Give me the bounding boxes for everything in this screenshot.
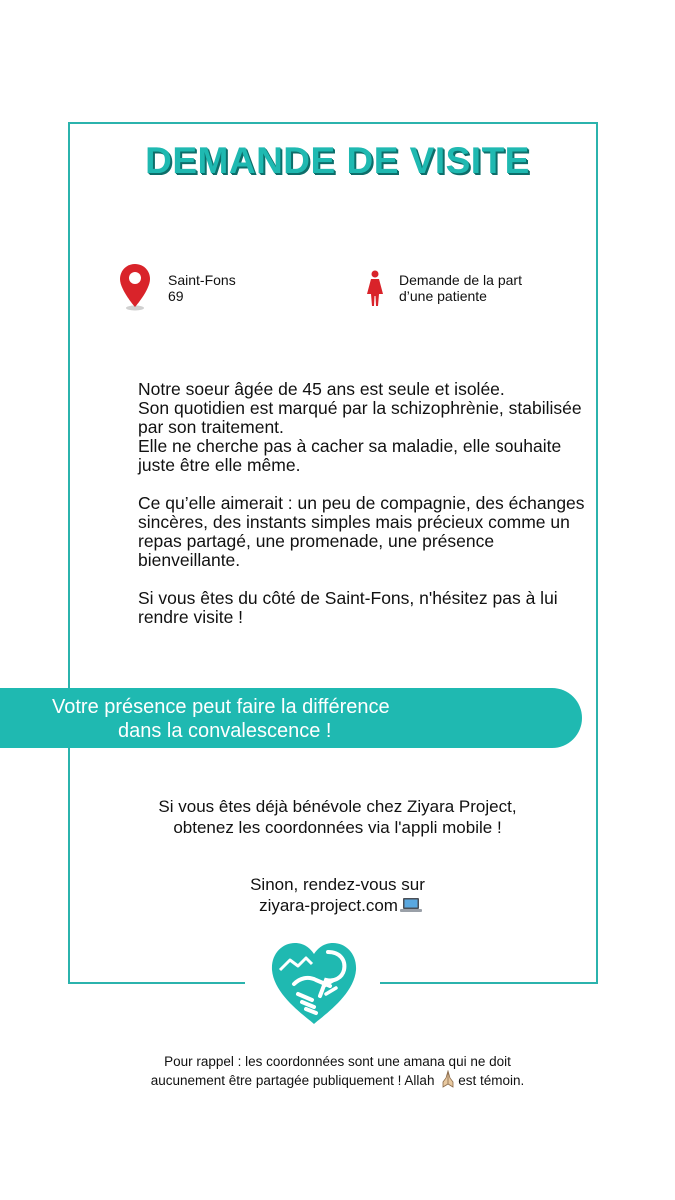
woman-icon [366, 270, 384, 308]
website-link[interactable]: ziyara-project.com [259, 896, 398, 915]
volunteer-text: Si vous êtes déjà bénévole chez Ziyara Project, obtenez les coordonnées via l'appli mobile ! [158, 797, 517, 837]
website-prefix: Sinon, rendez-vous sur [250, 875, 425, 894]
laptop-icon [400, 897, 422, 913]
requester-line2: d’une patiente [399, 288, 487, 304]
website-block [0, 874, 675, 916]
footer-line2-end: est témoin. [458, 1073, 525, 1088]
footer-line2-start: aucunement être partagée publiquement ! Allah [150, 1073, 435, 1088]
banner-line2: dans la convalescence ! [118, 720, 332, 742]
footer-line1: Pour rappel : les coordonnées sont une amana qui ne doit [164, 1054, 511, 1069]
heart-handshake-logo-icon [268, 940, 360, 1028]
location-block [168, 272, 236, 304]
page-title: DEMANDE DE VISITE [145, 140, 530, 181]
praying-hands-icon [440, 1070, 456, 1088]
location-department: 69 [168, 288, 184, 304]
requester-block [399, 272, 522, 304]
banner-line1: Votre présence peut faire la différence [52, 696, 390, 718]
description-paragraph: Notre soeur âgée de 45 ans est seule et isolée. Son quotidien est marqué par la schizophrènie, stabilisée par son traitement. Elle ne cherche pas à cacher sa maladie, elle souhaite juste être elle même. [138, 379, 582, 475]
website-url-line [0, 895, 675, 916]
footer-note [0, 1054, 675, 1089]
description-paragraph: Ce qu’elle aimerait : un peu de compagnie, des échanges sincères, des instants simples mais précieux comme un repas partagé, une promenade, une présence bienveillante. [138, 493, 585, 570]
description [138, 380, 598, 646]
requester-line1: Demande de la part [399, 272, 522, 288]
highlight-banner [0, 688, 582, 748]
description-paragraph: Si vous êtes du côté de Saint-Fons, n'hésitez pas à lui rendre visite ! [138, 588, 558, 627]
location-city: Saint-Fons [168, 272, 236, 288]
footer-line2 [0, 1070, 675, 1089]
location-pin-icon [118, 262, 152, 312]
